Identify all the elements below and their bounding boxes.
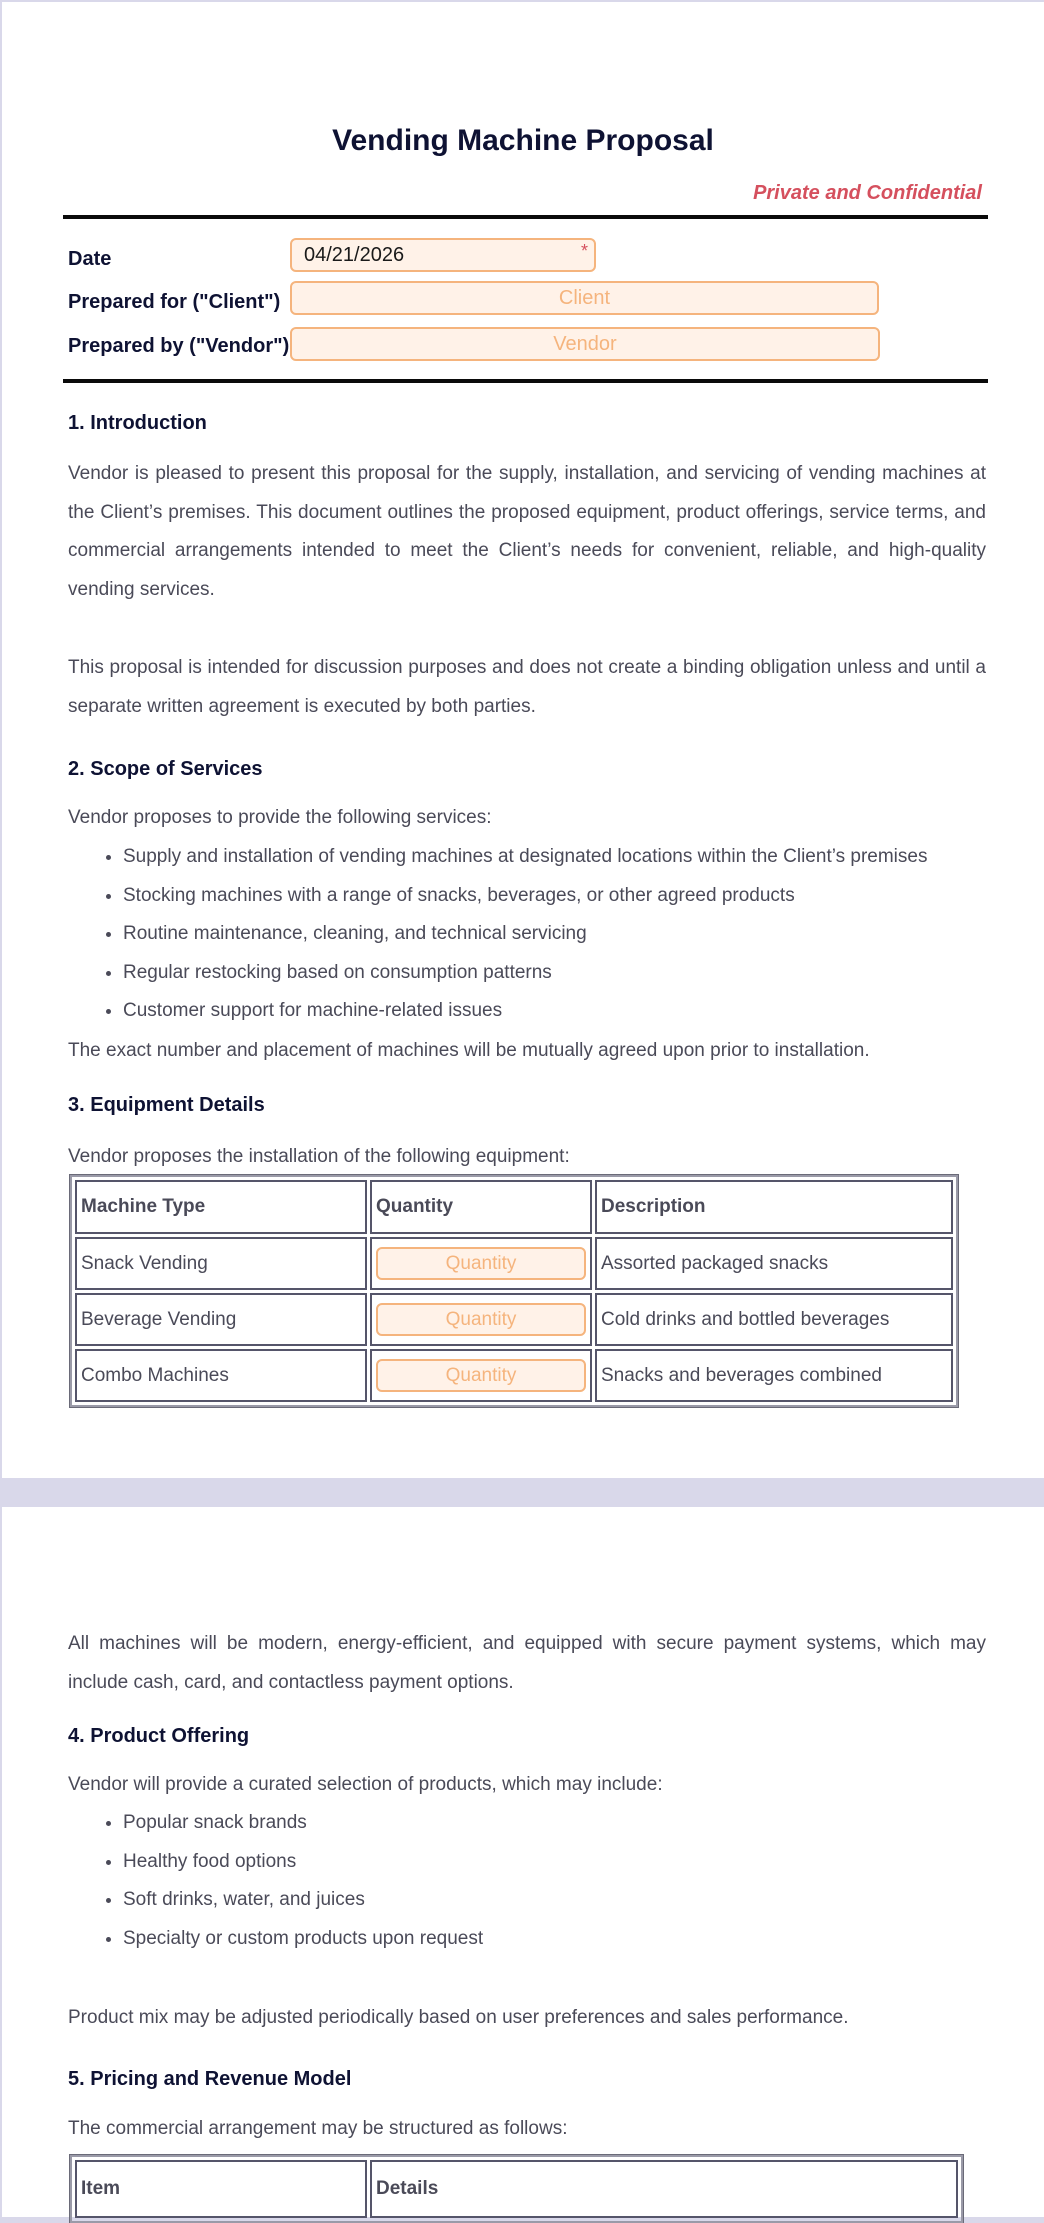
list-item: • Healthy food options <box>123 1843 483 1882</box>
vendor-label: Prepared by ("Vendor") <box>68 335 290 357</box>
quantity-input[interactable]: Quantity <box>376 1247 586 1280</box>
table-header-row <box>75 2160 958 2218</box>
description-cell: Assorted packaged snacks <box>595 1237 953 1290</box>
table-row <box>75 1349 953 1402</box>
list-item: • Routine maintenance, cleaning, and technical servicing <box>123 915 927 954</box>
quantity-cell <box>370 1349 592 1402</box>
section-heading-introduction: 1. Introduction <box>68 412 207 434</box>
vendor-field[interactable] <box>290 327 880 361</box>
table-header-row <box>75 1180 953 1234</box>
column-header-description: Description <box>595 1180 953 1234</box>
quantity-input[interactable]: Quantity <box>376 1303 586 1336</box>
document-title: Vending Machine Proposal <box>332 124 714 157</box>
products-closing: Product mix may be adjusted periodically based on user preferences and sales performance. <box>68 2007 849 2028</box>
list-item: • Stocking machines with a range of snacks, beverages, or other agreed products <box>123 877 927 916</box>
products-list <box>68 1804 483 1958</box>
column-header-machine-type: Machine Type <box>75 1180 367 1234</box>
machine-type-cell: Beverage Vending <box>75 1293 367 1346</box>
client-label: Prepared for ("Client") <box>68 291 281 313</box>
date-field[interactable] <box>290 238 596 272</box>
list-item: • Popular snack brands <box>123 1804 483 1843</box>
quantity-cell <box>370 1293 592 1346</box>
section-heading-scope: 2. Scope of Services <box>68 758 263 780</box>
table-row <box>75 1237 953 1290</box>
date-label: Date <box>68 248 112 270</box>
pricing-table <box>70 2155 963 2223</box>
scope-lead: Vendor proposes to provide the following services: <box>68 807 492 828</box>
header-divider-bottom <box>63 379 988 383</box>
description-cell: Cold drinks and bottled beverages <box>595 1293 953 1346</box>
section-heading-equipment: 3. Equipment Details <box>68 1094 265 1116</box>
list-item: • Specialty or custom products upon request <box>123 1920 483 1959</box>
client-field[interactable] <box>290 281 879 315</box>
vendor-placeholder: Vendor <box>553 333 617 355</box>
quantity-cell <box>370 1237 592 1290</box>
section-heading-products: 4. Product Offering <box>68 1725 250 1747</box>
document-page-1 <box>2 2 1044 1478</box>
intro-paragraph-2: This proposal is intended for discussion purposes and does not create a binding obligation unless and until a separate written agreement is executed by both parties. <box>68 657 986 717</box>
header-divider-top <box>63 215 988 219</box>
machine-type-cell: Combo Machines <box>75 1349 367 1402</box>
scope-closing: The exact number and placement of machines will be mutually agreed upon prior to installation. <box>68 1040 870 1061</box>
description-cell: Snacks and beverages combined <box>595 1349 953 1402</box>
section-heading-pricing: 5. Pricing and Revenue Model <box>68 2068 352 2090</box>
pricing-lead: The commercial arrangement may be structured as follows: <box>68 2118 568 2139</box>
scope-list <box>68 838 927 1031</box>
products-lead: Vendor will provide a curated selection of products, which may include: <box>68 1774 663 1795</box>
required-marker: * <box>580 241 588 261</box>
equipment-table <box>70 1175 958 1407</box>
column-header-quantity: Quantity <box>370 1180 592 1234</box>
equipment-lead: Vendor proposes the installation of the following equipment: <box>68 1146 570 1167</box>
machine-type-cell: Snack Vending <box>75 1237 367 1290</box>
document-page-2 <box>2 1507 1044 2217</box>
quantity-input[interactable]: Quantity <box>376 1359 586 1392</box>
list-item: • Soft drinks, water, and juices <box>123 1881 483 1920</box>
date-value: 04/21/2026 <box>304 244 405 266</box>
list-item: • Customer support for machine-related issues <box>123 992 927 1031</box>
equipment-closing: All machines will be modern, energy-efficient, and equipped with secure payment systems, which may include cash, card, and contactless payment options. <box>68 1633 986 1693</box>
column-header-details: Details <box>370 2160 958 2218</box>
client-placeholder: Client <box>558 287 611 309</box>
list-item: • Supply and installation of vending machines at designated locations within the Client’s premises <box>123 838 927 877</box>
intro-paragraph-1: Vendor is pleased to present this proposal for the supply, installation, and servicing of vending machines at the Client’s premises. This document outlines the proposed equipment, product offerings, service terms, and commercial arrangements intended to meet the Client’s needs for convenient, reliable, and high-quality vending services. <box>68 463 986 600</box>
table-row <box>75 1293 953 1346</box>
confidential-label: Private and Confidential <box>753 182 982 204</box>
column-header-item: Item <box>75 2160 367 2218</box>
list-item: • Regular restocking based on consumption patterns <box>123 954 927 993</box>
